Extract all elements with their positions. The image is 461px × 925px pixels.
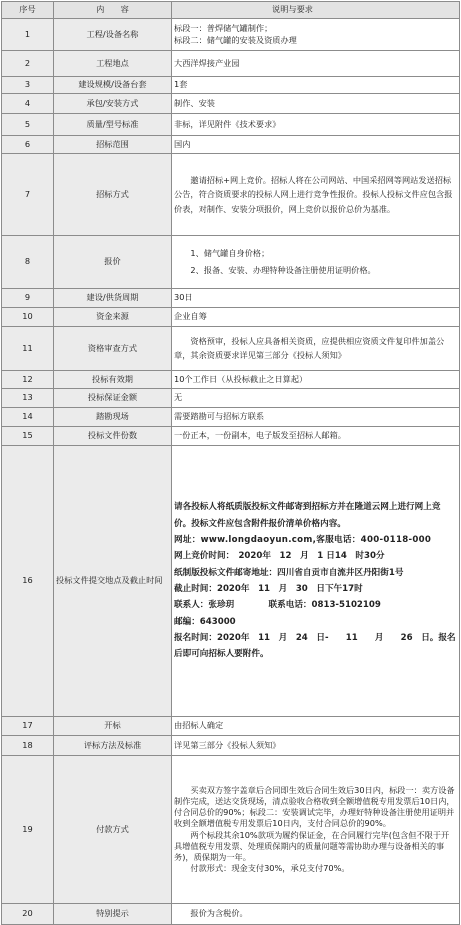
row-desc: 一份正本，一份副本，电子版发至招标人邮箱。 [172, 427, 460, 446]
table-row [2, 408, 460, 427]
row-num: 8 [2, 236, 54, 289]
table-row [2, 289, 460, 308]
table-row [2, 236, 460, 289]
row-num: 13 [2, 389, 54, 408]
row-num: 2 [2, 51, 54, 77]
table-row [2, 389, 460, 408]
row-item: 投标保证金额 [54, 389, 172, 408]
row-item: 投标文件提交地点及截止时间 [54, 446, 172, 717]
table-row [2, 371, 460, 389]
row-desc: 需要踏勘可与招标方联系 [172, 408, 460, 427]
table-row [2, 308, 460, 327]
table-row [2, 446, 460, 717]
table-row [2, 717, 460, 736]
table-row [2, 904, 460, 925]
row-item: 开标 [54, 717, 172, 736]
row-item: 资格审查方式 [54, 327, 172, 371]
row-num: 12 [2, 371, 54, 389]
table-row [2, 94, 460, 114]
header-content: 内 容 [54, 2, 172, 19]
row-desc: 详见第三部分《投标人须知》 [172, 736, 460, 756]
row-desc: 标段一：普焊储气罐制作； 标段二：储气罐的安装及资质办理 [172, 19, 460, 51]
row-num: 7 [2, 154, 54, 236]
row-num: 18 [2, 736, 54, 756]
row-desc: 国内 [172, 136, 460, 154]
row-desc: 无 [172, 389, 460, 408]
row-desc: 资格预审，投标人应具备相关资质，应提供相应资质文件复印件加盖公章，其余资质要求详见第三部分《投标人须知》 [172, 327, 460, 371]
row-num: 1 [2, 19, 54, 51]
table-row [2, 136, 460, 154]
row-item: 报价 [54, 236, 172, 289]
table-row [2, 51, 460, 77]
row-item: 质量/型号标准 [54, 114, 172, 136]
table-row [2, 756, 460, 904]
row-num: 10 [2, 308, 54, 327]
row-desc: 请各投标人将纸质版投标文件邮寄到招标方并在隆道云网上进行网上竞价。投标文件应包含附件报价清单价格内容。 网址：www.longdaoyun.com,客服电话：400-0118-000 网上竞价时间： 2020年 12 月 1 日14 时30分 纸制版投标文件邮寄地址：四川省自贡市自流井区丹阳街1号 截止时间：2020年 11 月 30 日下午17时 联系人：张珍玥 联系电话：0813-5102109 邮编：643000 报名时间：2020年 11 月 24 日- 11 月 26 日。报名后即可向招标人要附件。 [172, 446, 460, 717]
row-item: 特别提示 [54, 904, 172, 925]
header-desc: 说明与要求 [172, 2, 460, 19]
row-item: 投标文件份数 [54, 427, 172, 446]
row-num: 14 [2, 408, 54, 427]
row-num: 5 [2, 114, 54, 136]
row-desc: 由招标人确定 [172, 717, 460, 736]
row-desc: 非标，详见附件《技术要求》 [172, 114, 460, 136]
row-num: 15 [2, 427, 54, 446]
row-desc: 制作、安装 [172, 94, 460, 114]
table-row [2, 114, 460, 136]
table-row [2, 427, 460, 446]
header-row [2, 2, 460, 19]
table-row [2, 154, 460, 236]
row-num: 9 [2, 289, 54, 308]
row-item: 招标方式 [54, 154, 172, 236]
table-row [2, 327, 460, 371]
row-item: 工程/设备名称 [54, 19, 172, 51]
row-desc: 报价为含税价。 [172, 904, 460, 925]
row-num: 11 [2, 327, 54, 371]
row-item: 投标有效期 [54, 371, 172, 389]
row-desc: 大西洋焊接产业园 [172, 51, 460, 77]
row-num: 6 [2, 136, 54, 154]
row-item: 工程地点 [54, 51, 172, 77]
row-num: 20 [2, 904, 54, 925]
row-desc: 买卖双方签字盖章后合同即生效后合同生效后30日内，标段一：卖方设备制作完成，送达交货现场，清点验收合格收到全额增值税专用发票后10日内，付合同总价的90%；标段二：安装调试完毕，办理好特种设备注册使用证明并收到全额增值税专用发票后10日内，支付合同总价的90%。 两个标段其余10%款项为履约保证金，在合同履行完毕(包含但不限于开具增值税专用发票、处理质保期内的质量问题等需协助办理与设备相关的事务)，质保期为一年。 付款形式：现金支付30%，承兑支付70%。 [172, 756, 460, 904]
row-item: 建设/供货周期 [54, 289, 172, 308]
row-item: 付款方式 [54, 756, 172, 904]
row-num: 17 [2, 717, 54, 736]
row-item: 踏勘现场 [54, 408, 172, 427]
row-item: 评标方法及标准 [54, 736, 172, 756]
table-row [2, 77, 460, 94]
row-item: 招标范围 [54, 136, 172, 154]
row-desc: 30日 [172, 289, 460, 308]
row-desc: 10个工作日（从投标截止之日算起） [172, 371, 460, 389]
row-num: 3 [2, 77, 54, 94]
row-desc: 邀请招标+网上竞价。招标人将在公司网站、中国采招网等网站发送招标公告，符合资质要求的投标人网上进行竞争性报价。投标人投标文件应包含报价表，对制作、安装分项报价，网上竞价以报价总价为基准。 [172, 154, 460, 236]
row-num: 16 [2, 446, 54, 717]
row-num: 19 [2, 756, 54, 904]
table-row [2, 736, 460, 756]
header-num: 序号 [2, 2, 54, 19]
tender-requirements-table [1, 1, 460, 925]
row-desc: 企业自筹 [172, 308, 460, 327]
row-item: 建设规模/设备台套 [54, 77, 172, 94]
row-desc: 1、储气罐自身价格； 2、报备、安装、办理特种设备注册使用证明价格。 [172, 236, 460, 289]
row-item: 资金来源 [54, 308, 172, 327]
table-row [2, 19, 460, 51]
row-item: 承包/安装方式 [54, 94, 172, 114]
row-desc: 1套 [172, 77, 460, 94]
row-num: 4 [2, 94, 54, 114]
